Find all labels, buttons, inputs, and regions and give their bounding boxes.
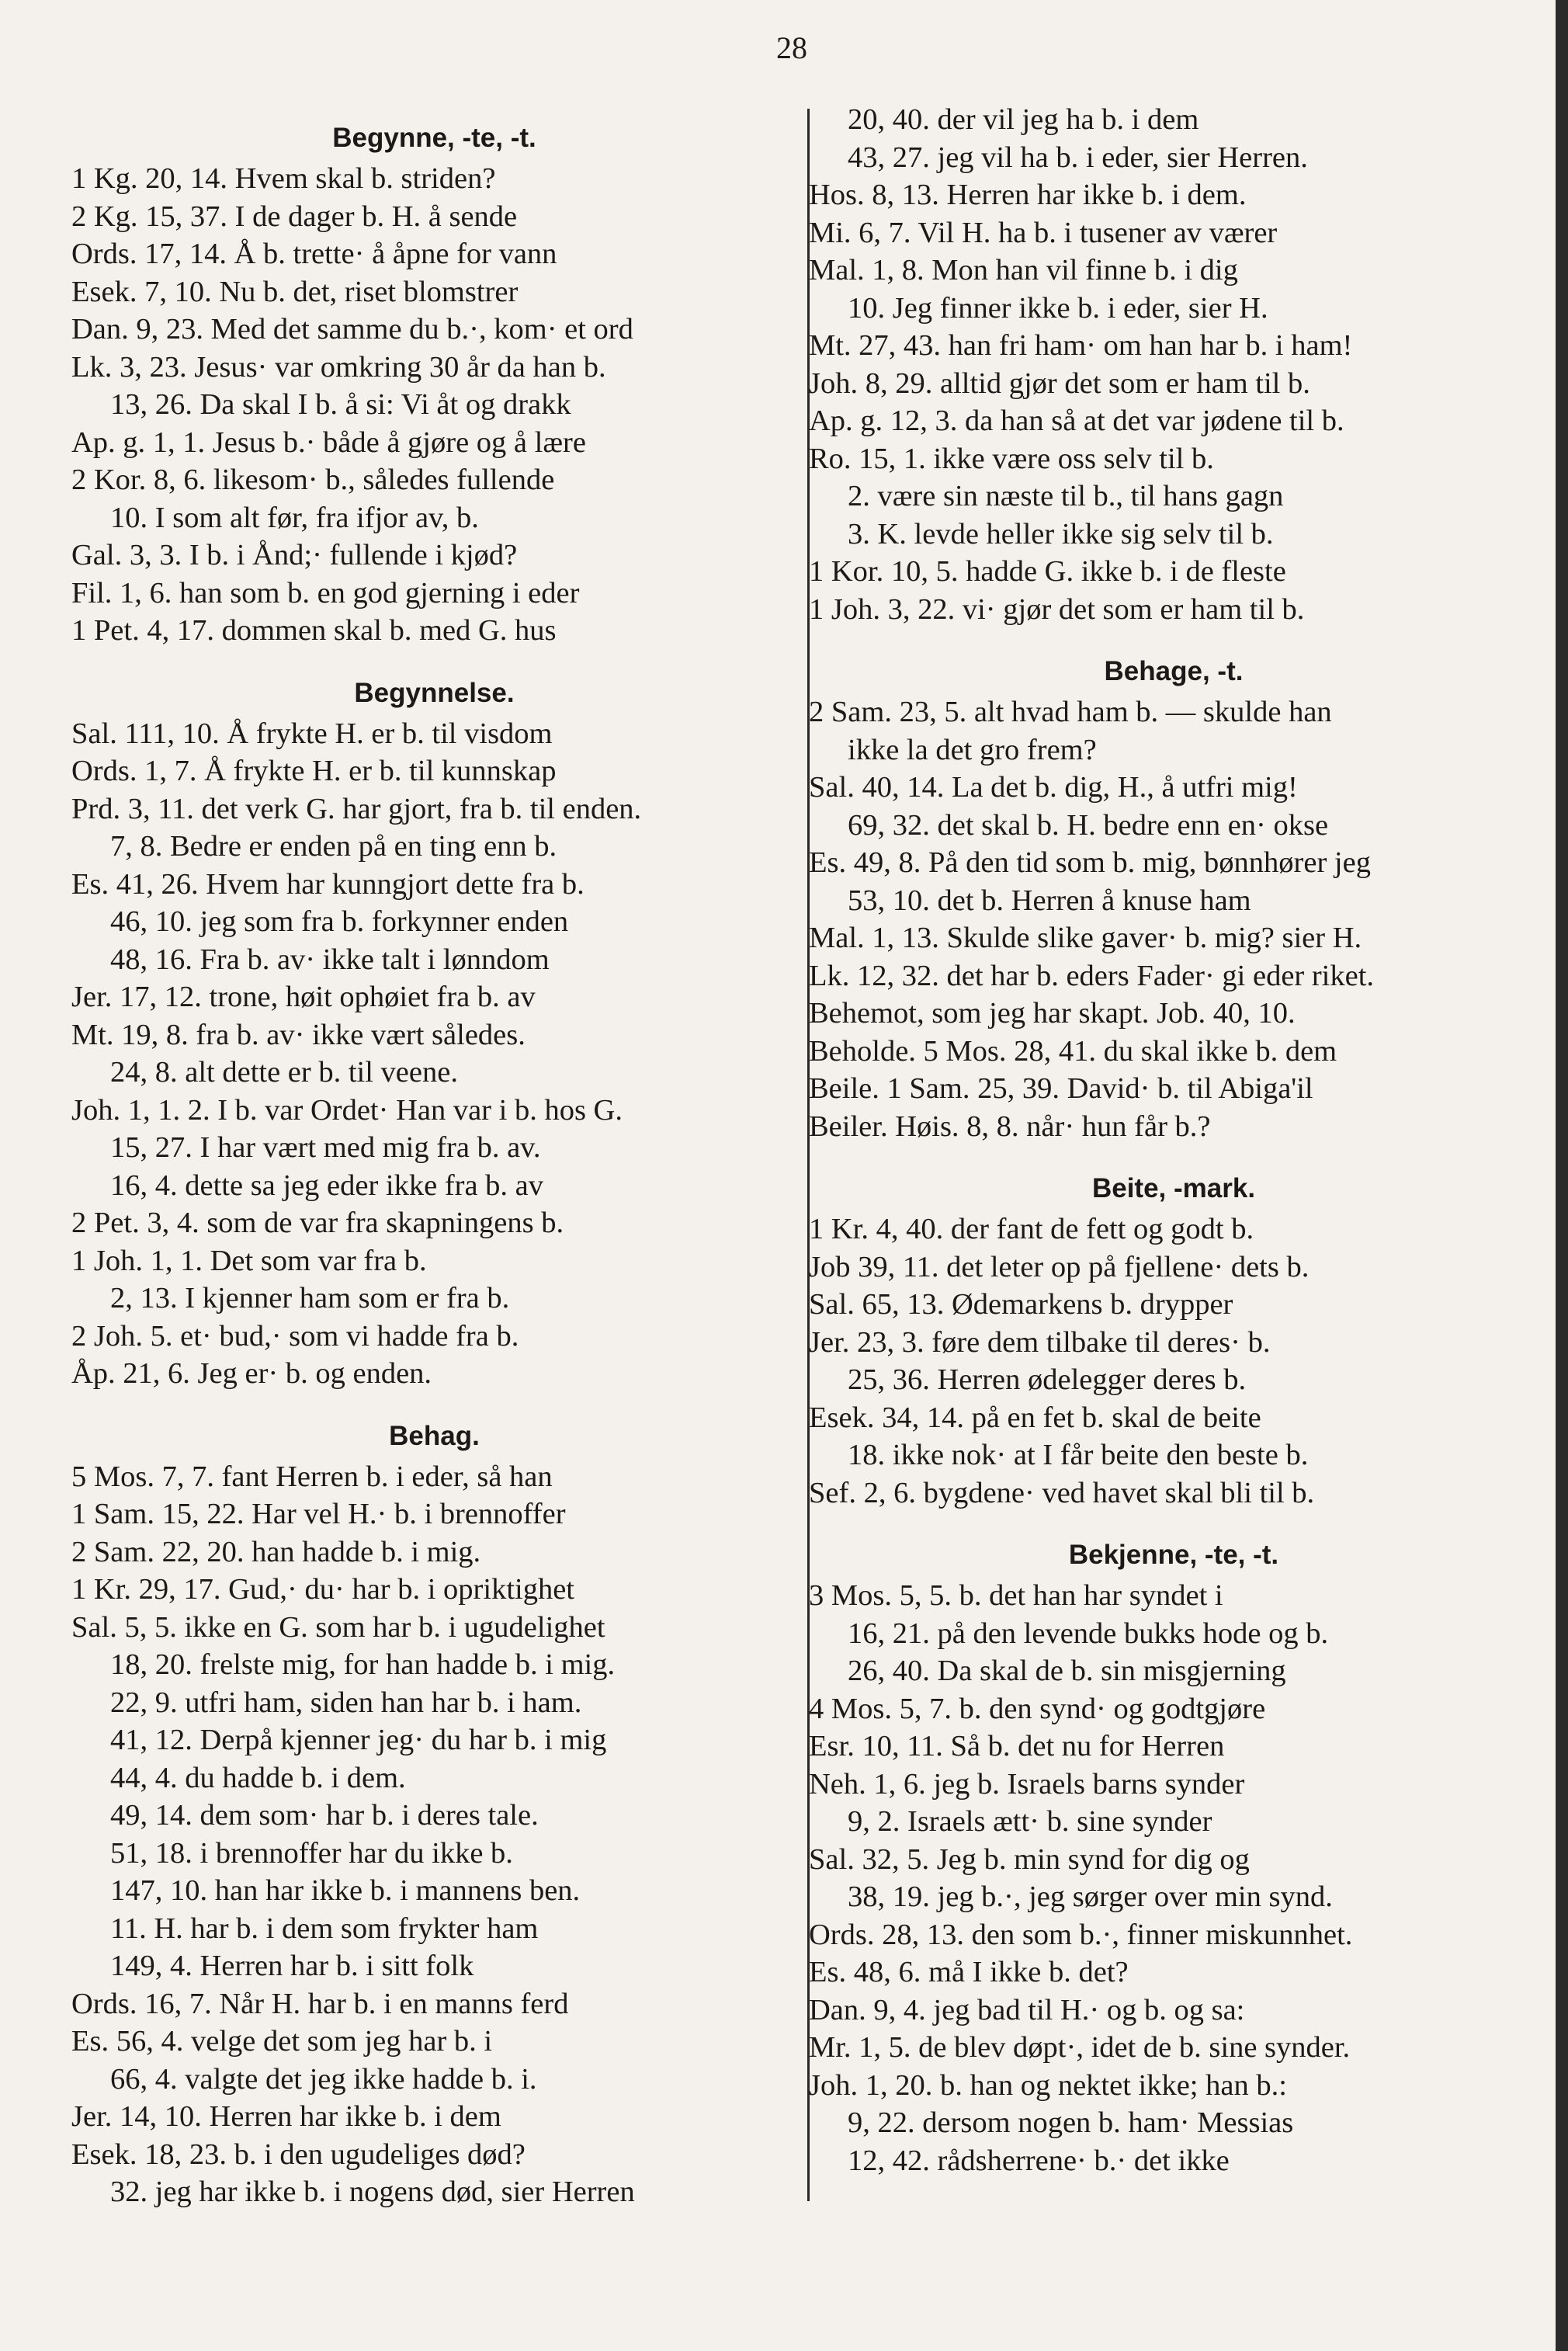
verse-reference: 24, 8. alt dette er b. til veene.	[110, 1056, 458, 1089]
verse-reference: 2 Sam. 23, 5. alt hvad ham b. — skulde han	[809, 696, 1332, 728]
verse-reference: 26, 40. Da skal de b. sin misgjerning	[848, 1655, 1286, 1687]
verse-reference: 2 Pet. 3, 4. som de var fra skapningens b.	[71, 1207, 564, 1239]
verse-reference: 44, 4. du hadde b. i dem.	[110, 1761, 406, 1794]
verse-reference: Sal. 5, 5. ikke en G. som har b. i ugudelighet	[71, 1610, 605, 1644]
verse-reference: Mt. 19, 8. fra b. av· ikke vært således.	[71, 1018, 526, 1051]
verse-reference: 38, 19. jeg b.·, jeg sørger over min synd.	[848, 1880, 1333, 1913]
verse-reference: Behemot, som jeg har skapt. Job. 40, 10.	[809, 997, 1296, 1030]
verse-reference: Beiler. Høis. 8, 8. når· hun får b.?	[809, 1110, 1211, 1143]
verse-reference: Esr. 10, 11. Så b. det nu for Herren	[809, 1730, 1225, 1762]
entry-heading: Behag.	[389, 1420, 480, 1451]
verse-reference: Jer. 17, 12. trone, høit ophøiet fra b. av	[71, 981, 536, 1013]
section-gap	[71, 650, 797, 670]
verse-reference: Ap. g. 12, 3. da han så at det var jødene til b.	[809, 405, 1344, 437]
verse-reference: Gal. 3, 3. I b. i Ånd;· fullende i kjød?	[71, 539, 518, 571]
verse-reference: 1 Kr. 29, 17. Gud,· du· har b. i opriktighet	[71, 1573, 574, 1606]
verse-reference: Jer. 14, 10. Herren har ikke b. i dem	[71, 2100, 501, 2133]
verse-reference: Es. 48, 6. må I ikke b. det?	[809, 1956, 1129, 1988]
verse-reference: 20, 40. der vil jeg ha b. i dem	[848, 103, 1199, 136]
verse-reference: 9, 22. dersom nogen b. ham· Messias	[848, 2106, 1294, 2139]
verse-reference: Ap. g. 1, 1. Jesus b.· både å gjøre og å lære	[71, 425, 586, 459]
verse-reference: 69, 32. det skal b. H. bedre enn en· okse	[848, 808, 1329, 842]
left-column	[71, 115, 797, 2211]
verse-reference: Neh. 1, 6. jeg b. Israels barns synder	[809, 1767, 1245, 1801]
verse-reference: 10. I som alt før, fra ifjor av, b.	[110, 501, 479, 534]
verse-reference: Es. 41, 26. Hvem har kunngjort dette fra b.	[71, 867, 585, 901]
verse-reference: 48, 16. Fra b. av· ikke talt i lønndom	[110, 943, 550, 976]
verse-reference: Mal. 1, 8. Mon han vil finne b. i dig	[809, 254, 1238, 286]
right-column	[809, 101, 1539, 2179]
verse-reference: Fil. 1, 6. han som b. en god gjerning i eder	[71, 576, 580, 609]
verse-reference: Mi. 6, 7. Vil H. ha b. i tusener av værer	[809, 216, 1278, 249]
verse-reference: 16, 4. dette sa jeg eder ikke fra b. av	[110, 1169, 544, 1202]
verse-reference: 12, 42. rådsherrene· b.· det ikke	[848, 2144, 1230, 2177]
verse-reference: 49, 14. dem som· har b. i deres tale.	[110, 1799, 539, 1832]
verse-reference: 53, 10. det b. Herren å knuse ham	[848, 884, 1251, 917]
verse-reference: 13, 26. Da skal I b. å si: Vi åt og drakk	[110, 388, 571, 421]
section-gap	[809, 1512, 1539, 1532]
verse-reference: 7, 8. Bedre er enden på en ting enn b.	[110, 830, 557, 863]
verse-reference: Ords. 16, 7. Når H. har b. i en manns ferd	[71, 1987, 569, 2020]
verse-reference: Job 39, 11. det leter op på fjellene· dets b.	[809, 1250, 1310, 1283]
verse-reference: 18. ikke nok· at I får beite den beste b.	[848, 1439, 1309, 1471]
scan-edge	[1556, 0, 1568, 2351]
verse-reference: Es. 56, 4. velge det som jeg har b. i	[71, 2025, 493, 2058]
section-gap	[809, 1145, 1539, 1165]
page-number: 28	[776, 30, 807, 65]
verse-reference: 15, 27. I har vært med mig fra b. av.	[110, 1131, 541, 1164]
verse-reference: Mt. 27, 43. han fri ham· om han har b. i ham!	[809, 329, 1353, 362]
entry-heading: Bekjenne, -te, -t.	[1068, 1540, 1279, 1570]
verse-reference: 4 Mos. 5, 7. b. den synd· og godtgjøre	[809, 1692, 1266, 1725]
verse-reference: 1 Joh. 1, 1. Det som var fra b.	[71, 1244, 427, 1277]
verse-reference: Hos. 8, 13. Herren har ikke b. i dem.	[809, 179, 1247, 211]
verse-reference: Mal. 1, 13. Skulde slike gaver· b. mig? sier H.	[809, 922, 1362, 954]
verse-reference: 25, 36. Herren ødelegger deres b.	[848, 1363, 1247, 1396]
verse-reference: 1 Pet. 4, 17. dommen skal b. med G. hus	[71, 614, 557, 647]
verse-reference: 3 Mos. 5, 5. b. det han har syndet i	[809, 1579, 1223, 1612]
verse-reference: 1 Kr. 4, 40. der fant de fett og godt b.	[809, 1213, 1254, 1245]
verse-reference: Joh. 1, 1. 2. I b. var Ordet· Han var i b. hos G.	[71, 1093, 623, 1127]
verse-reference: Ords. 17, 14. Å b. trette· å åpne for vann	[71, 238, 557, 270]
verse-reference: Lk. 12, 32. det har b. eders Fader· gi eder riket.	[809, 959, 1375, 992]
verse-reference: Ords. 1, 7. Å frykte H. er b. til kunnskap	[71, 755, 557, 787]
verse-reference: 10. Jeg finner ikke b. i eder, sier H.	[848, 291, 1268, 325]
verse-reference: 2 Sam. 22, 20. han hadde b. i mig.	[71, 1535, 481, 1568]
verse-reference: Esek. 7, 10. Nu b. det, riset blomstrer	[71, 275, 519, 308]
verse-reference: Sef. 2, 6. bygdene· ved havet skal bli til b.	[809, 1476, 1315, 1509]
verse-reference: 147, 10. han har ikke b. i mannens ben.	[110, 1874, 581, 1907]
verse-reference: Sal. 40, 14. La det b. dig, H., å utfri mig!	[809, 771, 1298, 804]
verse-reference: Prd. 3, 11. det verk G. har gjort, fra b. til enden.	[71, 792, 642, 825]
entry-heading: Beite, -mark.	[1091, 1173, 1256, 1203]
verse-reference: Dan. 9, 23. Med det samme du b.·, kom· et ord	[71, 313, 633, 346]
verse-reference: 3. K. levde heller ikke sig selv til b.	[848, 517, 1274, 550]
verse-reference: Sal. 111, 10. Å frykte H. er b. til visdom	[71, 717, 553, 750]
verse-reference: 16, 21. på den levende bukks hode og b.	[848, 1617, 1329, 1650]
verse-reference: 18, 20. frelste mig, for han hadde b. i mig.	[110, 1648, 616, 1681]
verse-reference: Ords. 28, 13. den som b.·, finner miskunnhet.	[809, 1918, 1353, 1951]
verse-reference: 2, 13. I kjenner ham som er fra b.	[110, 1282, 510, 1314]
verse-reference: 51, 18. i brennoffer har du ikke b.	[110, 1836, 513, 1870]
verse-reference: 46, 10. jeg som fra b. forkynner enden	[110, 905, 569, 938]
verse-reference: Beile. 1 Sam. 25, 39. David· b. til Abiga'il	[809, 1072, 1313, 1105]
verse-reference: Es. 49, 8. På den tid som b. mig, bønnhører jeg	[809, 846, 1371, 879]
verse-reference: 1 Kg. 20, 14. Hvem skal b. striden?	[71, 162, 496, 195]
verse-reference: Dan. 9, 4. jeg bad til H.· og b. og sa:	[809, 1993, 1245, 2026]
verse-reference: 1 Sam. 15, 22. Har vel H.· b. i brennoffer	[71, 1498, 566, 1530]
verse-reference: 2 Kg. 15, 37. I de dager b. H. å sende	[71, 200, 518, 233]
verse-reference: 5 Mos. 7, 7. fant Herren b. i eder, så han	[71, 1460, 553, 1493]
section-gap	[71, 1393, 797, 1413]
verse-reference: 149, 4. Herren har b. i sitt folk	[110, 1950, 474, 1982]
verse-reference: 32. jeg har ikke b. i nogens død, sier Herren	[110, 2176, 635, 2208]
verse-reference: Jer. 23, 3. føre dem tilbake til deres· b.	[809, 1325, 1271, 1359]
verse-reference: 1 Kor. 10, 5. hadde G. ikke b. i de fleste	[809, 555, 1286, 588]
verse-reference: Esek. 34, 14. på en fet b. skal de beite	[809, 1401, 1261, 1434]
verse-reference: Esek. 18, 23. b. i den ugudeliges død?	[71, 2137, 526, 2171]
verse-reference: Lk. 3, 23. Jesus· var omkring 30 år da han b.	[71, 350, 606, 384]
verse-reference: 2 Kor. 8, 6. likesom· b., således fullende	[71, 464, 555, 496]
entry-heading: Behage, -t.	[1104, 656, 1244, 686]
verse-reference: 43, 27. jeg vil ha b. i eder, sier Herren.	[848, 141, 1308, 174]
verse-reference: Joh. 1, 20. b. han og nektet ikke; han b.:	[809, 2068, 1287, 2102]
verse-reference: Ro. 15, 1. ikke være oss selv til b.	[809, 442, 1214, 475]
verse-reference: ikke la det gro frem?	[848, 733, 1097, 766]
verse-reference: Joh. 8, 29. alltid gjør det som er ham til b.	[809, 366, 1310, 400]
verse-reference: 9, 2. Israels ætt· b. sine synder	[848, 1805, 1212, 1838]
verse-reference: Mr. 1, 5. de blev døpt·, idet de b. sine synder.	[809, 2031, 1351, 2064]
section-gap	[809, 628, 1539, 648]
verse-reference: 22, 9. utfri ham, siden han har b. i ham.	[110, 1686, 582, 1719]
entry-heading: Begynne, -te, -t.	[332, 123, 536, 153]
verse-reference: 11. H. har b. i dem som frykter ham	[110, 1912, 539, 1945]
verse-reference: 1 Joh. 3, 22. vi· gjør det som er ham til b.	[809, 592, 1305, 626]
verse-reference: 66, 4. valgte det jeg ikke hadde b. i.	[110, 2062, 537, 2096]
verse-reference: Sal. 32, 5. Jeg b. min synd for dig og	[809, 1842, 1250, 1876]
verse-reference: 2. være sin næste til b., til hans gagn	[848, 480, 1284, 512]
verse-reference: Åp. 21, 6. Jeg er· b. og enden.	[71, 1357, 432, 1390]
entry-heading: Begynnelse.	[354, 677, 515, 708]
verse-reference: Beholde. 5 Mos. 28, 41. du skal ikke b. dem	[809, 1034, 1337, 1068]
verse-reference: 2 Joh. 5. et· bud,· som vi hadde fra b.	[71, 1319, 519, 1353]
verse-reference: Sal. 65, 13. Ødemarkens b. drypper	[809, 1288, 1233, 1321]
verse-reference: 41, 12. Derpå kjenner jeg· du har b. i mig	[110, 1724, 607, 1756]
